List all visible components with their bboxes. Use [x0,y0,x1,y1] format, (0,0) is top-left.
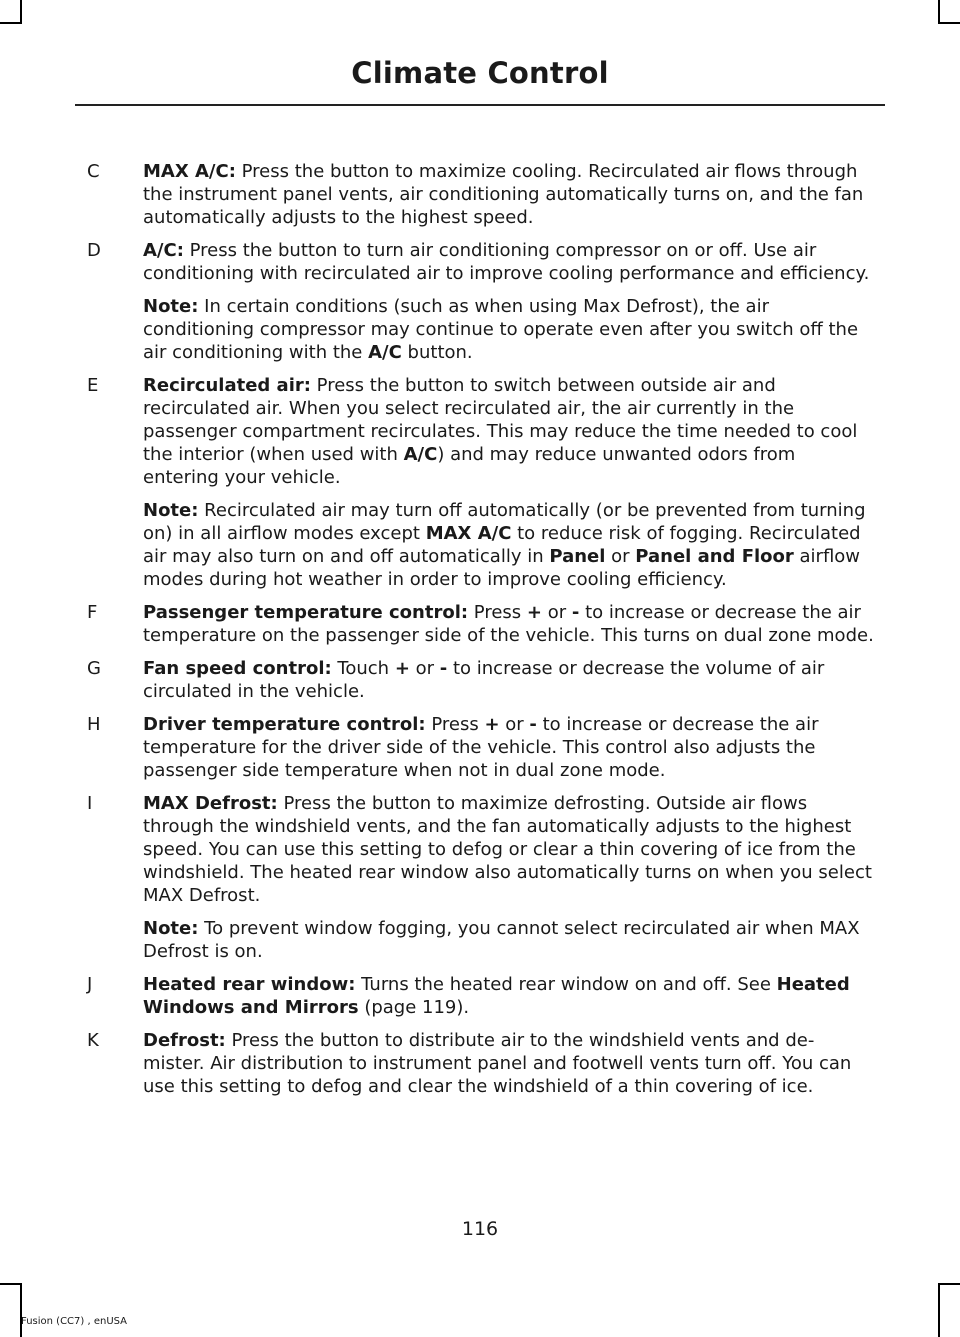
body-text: Turns the heated rear window on and off. See [355,974,777,995]
body-text: Press the button to turn air conditioning compressor on or off. Use air conditioning with recirculated air to improve cooling performance and efficiency. [143,240,870,284]
crop-mark [938,1283,960,1285]
item-description [143,657,875,703]
bold-term: + [394,658,410,679]
body-text: In certain conditions (such as when using Max Defrost), the air conditioning compressor may continue to operate even after you switch off the air conditioning with the [143,296,859,363]
body-text: Press [468,602,527,623]
body-text: Press the button to switch between outside air and recirculated air. When you select recirculated air, the air currently in the passenger compartment recirculates. This may reduce the time needed to cool the interior (when used with [143,375,858,465]
bold-term: Panel and Floor [635,546,794,567]
item-paragraph [143,374,875,489]
item-description [143,239,875,364]
crop-mark [938,22,960,24]
item-description [143,973,875,1019]
list-item [75,657,875,703]
item-letter: C [87,161,100,182]
bold-term: A/C [403,444,438,465]
bold-term: Heated Windows and Mirrors [143,974,850,1018]
item-description [143,792,875,963]
document-id: Fusion (CC7) , enUSA [21,1316,128,1327]
body-text: button. [401,342,473,363]
item-letter: E [87,375,99,396]
list-item [75,713,875,782]
item-letter: J [87,974,93,995]
bold-term: Panel [549,546,606,567]
item-description [143,160,875,229]
list-item [75,239,875,364]
item-paragraph [143,1029,875,1098]
bold-term: - [571,602,580,623]
body-text: airflow modes during hot weather in order to improve cooling efficiency. [143,546,861,590]
item-paragraph [143,792,875,907]
list-item [75,160,875,229]
item-letter: K [87,1030,99,1051]
bold-term: A/C [368,342,402,363]
body-text: to increase or decrease the air temperature on the passenger side of the vehicle. This turns on dual zone mode. [143,602,874,646]
item-letter: G [87,658,101,679]
body-text: or [542,602,572,623]
body-text: (page 119). [358,997,470,1018]
item-paragraph [143,713,875,782]
body-text: to reduce risk of fogging. Recirculated air may also turn on and off automatically in [143,523,861,567]
body-text: To prevent window fogging, you cannot select recirculated air when MAX Defrost is on. [143,918,860,962]
item-paragraph [143,160,875,229]
body-text: ) and may reduce unwanted odors from entering your vehicle. [143,444,796,488]
crop-mark [0,1283,22,1285]
body-text: to increase or decrease the volume of air circulated in the vehicle. [143,658,825,702]
header-divider [75,104,885,106]
body-text: Press the button to maximize defrosting. Outside air flows through the windshield vents, and the fan automatically adjusts to the highest speed. You can use this setting to defog or clear a thin covering of ice from the windshield. The heated rear window also automatically turns on when you select MAX Defrost. [143,793,872,906]
bold-term: MAX Defrost: [143,793,278,814]
bold-term: + [484,714,500,735]
bold-term: MAX A/C [425,523,512,544]
bold-term: Note: [143,918,199,939]
bold-term: MAX A/C: [143,161,236,182]
body-text: Press [425,714,485,735]
page-title: Climate Control [351,56,609,90]
bold-term: Recirculated air: [143,375,311,396]
bold-term: Note: [143,296,199,317]
item-letter: H [87,714,101,735]
crop-mark [0,22,22,24]
item-paragraph [143,295,875,364]
body-text: Press the button to maximize cooling. Recirculated air flows through the instrument panel vents, air conditioning automatically turns on, and the fan automatically adjusts to the highest speed. [143,161,864,228]
item-paragraph [143,973,875,1019]
list-item [75,973,875,1019]
bold-term: - [529,714,537,735]
item-letter: F [87,602,98,623]
body-text: Recirculated air may turn off automatically (or be prevented from turning on) in all airflow modes except [143,500,866,544]
item-description [143,713,875,782]
item-description [143,1029,875,1098]
item-letter: I [87,793,93,814]
item-paragraph [143,657,875,703]
body-text: to increase or decrease the air temperature for the driver side of the vehicle. This control also adjusts the passenger side temperature when not in dual zone mode. [143,714,819,781]
bold-term: Driver temperature control: [143,714,426,735]
item-paragraph [143,499,875,591]
list-item [75,1029,875,1098]
bold-term: Passenger temperature control: [143,602,469,623]
crop-mark [938,0,940,24]
item-letter: D [87,240,101,261]
bold-term: Heated rear window: [143,974,356,995]
list-item [75,792,875,963]
control-description-list [75,160,875,1108]
body-text: or [409,658,440,679]
bold-term: - [439,658,448,679]
bold-term: + [526,602,542,623]
bold-term: A/C: [143,240,184,261]
body-text: or [499,714,530,735]
bold-term: Note: [143,500,199,521]
item-paragraph [143,601,875,647]
body-text: Touch [331,658,395,679]
item-description [143,374,875,591]
body-text: or [605,546,636,567]
page-number: 116 [461,1218,499,1240]
item-description [143,601,875,647]
bold-term: Defrost: [143,1030,226,1051]
list-item [75,601,875,647]
bold-term: Fan speed control: [143,658,332,679]
crop-mark [20,1283,22,1337]
body-text: Press the button to distribute air to the windshield vents and de-mister. Air distribution to instrument panel and footwell vents turn off. You can use this setting to defog and clear the windshield of a thin covering of ice. [143,1030,852,1097]
item-paragraph [143,917,875,963]
crop-mark [938,1283,940,1337]
item-paragraph [143,239,875,285]
crop-mark [20,0,22,24]
list-item [75,374,875,591]
